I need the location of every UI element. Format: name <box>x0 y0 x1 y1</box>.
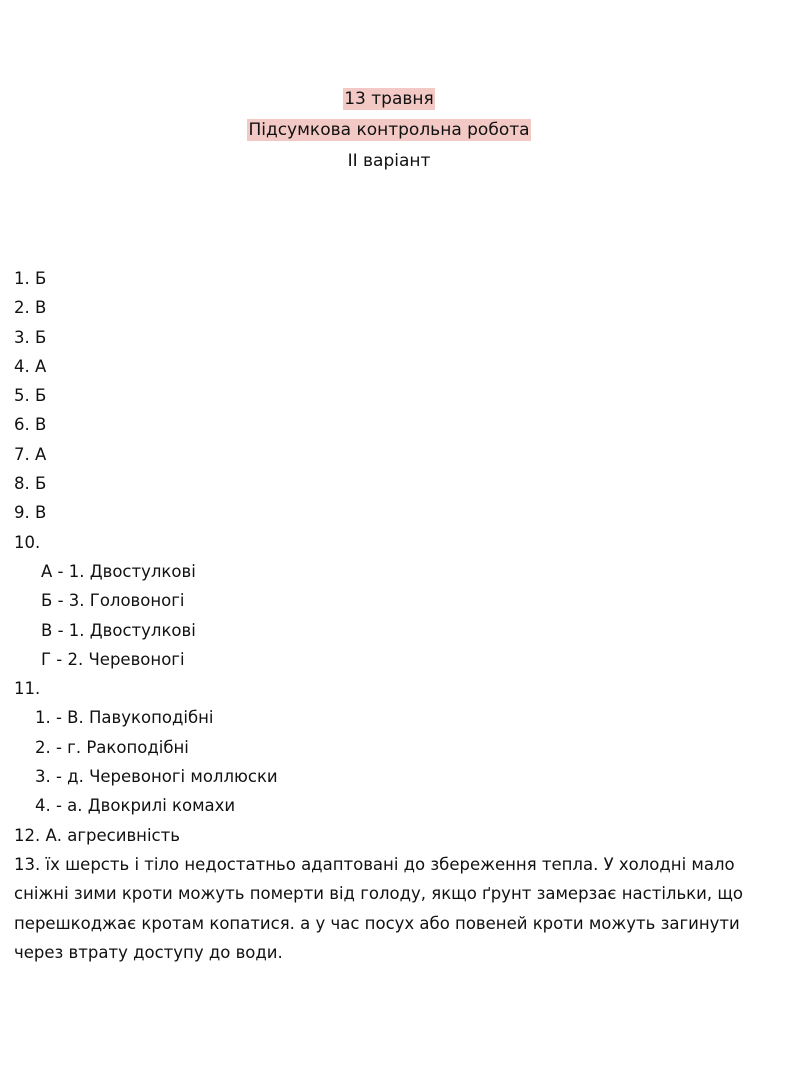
answer-11-item: 4. - а. Двокрилі комахи <box>35 796 236 816</box>
answer-11-item: 3. - д. Черевоногі моллюски <box>35 767 278 787</box>
answer-11-label: 11. <box>14 679 41 699</box>
answer-10-item: Б - 3. Головоногі <box>41 591 185 611</box>
answers-list <box>14 264 774 968</box>
answer-10-item: Г - 2. Черевоногі <box>41 649 185 669</box>
answer-12: 12. А. агресивність <box>14 825 180 845</box>
variant-heading: ІІ варіант <box>347 151 431 171</box>
answer-3: 3. Б <box>14 327 47 347</box>
answer-11-item: 2. - г. Ракоподібні <box>35 737 189 757</box>
answer-7: 7. А <box>14 444 47 464</box>
answer-1: 1. Б <box>14 269 47 288</box>
title-line <box>0 115 778 146</box>
answer-4: 4. А <box>14 356 47 376</box>
answer-11-item: 1. - В. Павукоподібні <box>35 708 214 728</box>
date-heading: 13 травня <box>344 89 434 109</box>
variant-line <box>0 146 778 177</box>
answer-5: 5. Б <box>14 386 47 406</box>
answer-6: 6. В <box>14 415 47 435</box>
document-title: Підсумкова контрольна робота <box>248 120 530 140</box>
answer-8: 8. Б <box>14 474 47 494</box>
answer-10-item: А - 1. Двостулкові <box>41 561 196 581</box>
answer-13-paragraph: 13. їх шерсть і тіло недостатньо адаптовані до збереження тепла. У холодні мало сніжні зими кроти можуть померти від голоду, якщо ґрунт замерзає настільки, що перешкоджає кротам копатися. а у час посух або повеней кроти можуть загинути через втрату доступу до води. <box>14 854 743 963</box>
answer-10-label: 10. <box>14 532 41 552</box>
answer-9: 9. В <box>14 503 47 523</box>
date-line <box>0 84 778 115</box>
answer-10-item: В - 1. Двостулкові <box>41 620 196 640</box>
document-header <box>0 84 778 177</box>
answer-2: 2. В <box>14 298 47 318</box>
